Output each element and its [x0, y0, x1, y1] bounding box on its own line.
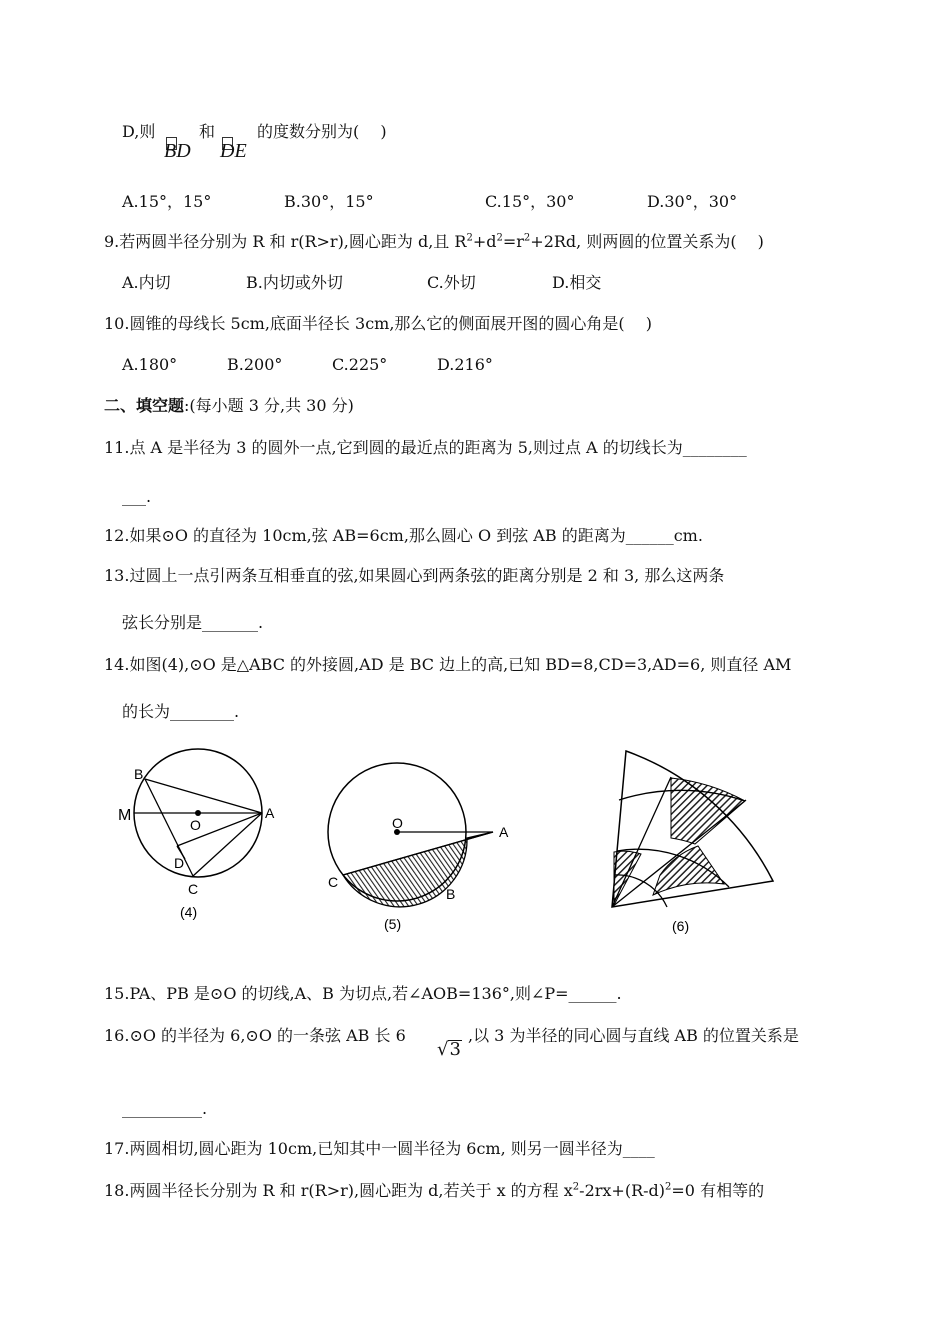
fig6-caption: (6)	[672, 918, 690, 934]
q10-option-b: B.200°	[227, 355, 283, 374]
figure-5	[328, 763, 509, 932]
q8-option-b: B.30°，15°	[284, 192, 374, 211]
q18-text: 18.两圆半径长分别为 R 和 r(R>r),圆心距为 d,若关于 x 的方程 $x^2-2rx+(R-d)^2=0$ 有相等的	[104, 1181, 765, 1200]
figures-row	[0, 735, 950, 995]
q16-sqrt: √3	[437, 1039, 461, 1060]
fig4-side-ab	[145, 779, 262, 813]
q12-text: 12.如果⊙O 的直径为 10cm,弦 AB=6cm,那么圆心 O 到弦 AB 的距离为______cm.	[104, 526, 703, 545]
section-2-note: :(每小题 3 分,共 30 分)	[184, 396, 354, 415]
fig4-side-ac	[193, 813, 262, 876]
fig5-caption: (5)	[384, 916, 402, 932]
q10-text: 10.圆锥的母线长 5cm,底面半径长 3cm,那么它的侧面展开图的圆心角是( )	[104, 314, 652, 333]
q8-option-d: D.30°，30°	[647, 192, 738, 211]
section-2-title: 二、填空题	[104, 396, 185, 415]
q8-option-a: A.15°，15°	[122, 192, 212, 211]
q11-line1: 11.点 A 是半径为 3 的圆外一点,它到圆的最近点的距离为 5,则过点 A 的切线长为________	[104, 438, 747, 457]
q16-line1-rest: ,以 3 为半径的同心圆与直线 AB 的位置关系是	[468, 1026, 799, 1045]
q14-line1: 14.如图(4),⊙O 是△ABC 的外接圆,AD 是 BC 边上的高,已知 BD=8,CD=3,AD=6, 则直径 AM	[104, 655, 792, 674]
q14-line2: 的长为________.	[122, 702, 240, 721]
q9-text: 9.若两圆半径分别为 R 和 r(R>r),圆心距为 d,且 $R^2+d^2=r^2+2Rd$, 则两圆的位置关系为( )	[104, 232, 764, 251]
fig4-label-b: B	[134, 766, 144, 782]
figure-6	[612, 751, 773, 934]
fig5-label-c: C	[328, 874, 339, 890]
q8-prefix: D,则	[122, 122, 156, 141]
fig5-shaded-region	[343, 832, 493, 907]
section-2-heading	[104, 396, 354, 416]
q16-line1: 16.⊙O 的半径为 6,⊙O 的一条弦 AB 长 6	[104, 1026, 406, 1045]
fig5-label-a: A	[499, 824, 509, 840]
fig6-shaded-outer	[671, 778, 745, 844]
q10-option-c: C.225°	[332, 355, 388, 374]
fig5-label-b: B	[446, 886, 456, 902]
arc-de-label: DE	[220, 140, 247, 162]
q9-option-c: C.外切	[427, 273, 476, 292]
q8-option-c: C.15°，30°	[485, 192, 575, 211]
q10-option-d: D.216°	[437, 355, 493, 374]
fig4-label-m: M	[118, 807, 132, 824]
q15-text: 15.PA、PB 是⊙O 的切线,A、B 为切点,若∠AOB=136°,则∠P=______.	[104, 984, 622, 1003]
q10-option-a: A.180°	[122, 355, 178, 374]
q9-option-b: B.内切或外切	[246, 273, 343, 292]
fig6-shaded-middle	[653, 846, 724, 895]
fig4-side-bc	[145, 779, 193, 876]
q16-line2: __________.	[122, 1099, 208, 1118]
q8-suffix: 的度数分别为( )	[257, 122, 387, 141]
sqrt-icon: √	[437, 1039, 449, 1060]
q9-option-a: A.内切	[122, 273, 171, 292]
fig4-label-c: C	[188, 881, 199, 897]
fig4-caption: (4)	[180, 904, 198, 920]
q17-text: 17.两圆相切,圆心距为 10cm,已知其中一圆半径为 6cm, 则另一圆半径为____	[104, 1139, 655, 1158]
fig4-label-a: A	[265, 805, 275, 821]
q13-line1: 13.过圆上一点引两条互相垂直的弦,如果圆心到两条弦的距离分别是 2 和 3, 那么这两条	[104, 566, 725, 585]
fig4-label-d: D	[174, 855, 185, 871]
fig4-label-o: O	[190, 817, 201, 833]
q11-line2: ___.	[122, 487, 152, 506]
fig5-label-o: O	[392, 815, 403, 831]
q8-tail-line	[122, 122, 155, 142]
arc-bd-label: BD	[164, 140, 191, 162]
fig4-center-dot	[195, 810, 201, 816]
q8-and: 和	[199, 122, 216, 141]
q13-line2: 弦长分别是_______.	[122, 613, 264, 632]
q9-option-d: D.相交	[552, 273, 602, 292]
figure-4	[118, 749, 275, 920]
